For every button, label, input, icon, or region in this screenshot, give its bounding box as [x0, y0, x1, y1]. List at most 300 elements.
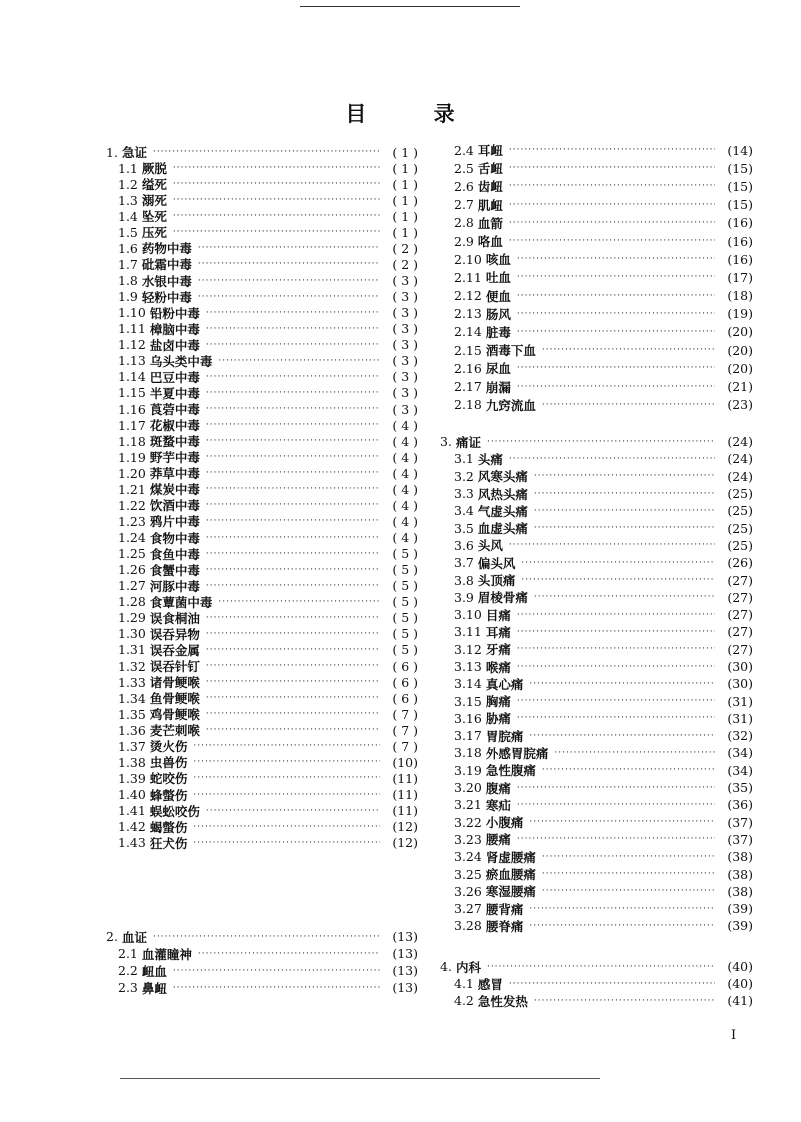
toc-entry[interactable]	[106, 658, 418, 674]
entry-page: (24)	[727, 451, 753, 467]
dot-leader	[509, 145, 715, 155]
toc-entry[interactable]	[440, 537, 753, 554]
entry-page: (41)	[727, 993, 753, 1008]
entry-title: 蛇咬伤	[149, 771, 188, 787]
entry-page: (15)	[727, 178, 753, 194]
entry-page: (25)	[727, 486, 753, 502]
dot-leader	[206, 565, 380, 575]
entry-title: 食蕈菌中毒	[149, 594, 213, 610]
toc-entry[interactable]	[106, 530, 418, 546]
entry-number: 3.20	[454, 780, 482, 796]
entry-title: 头痛	[477, 451, 503, 467]
dot-leader	[206, 324, 380, 334]
toc-entry[interactable]	[106, 208, 418, 224]
entry-page: (39)	[727, 918, 753, 934]
toc-entry[interactable]	[440, 450, 753, 467]
entry-title: 瘀血腰痛	[485, 867, 536, 883]
entry-page: ( 3 )	[392, 401, 418, 417]
entry-page: (19)	[727, 306, 753, 322]
entry-number: 3.6	[454, 537, 474, 553]
toc-entry[interactable]	[440, 305, 753, 323]
dot-leader	[206, 581, 380, 591]
toc-entry[interactable]	[106, 754, 418, 770]
entry-page: (40)	[727, 959, 753, 974]
toc-entry[interactable]	[106, 192, 418, 208]
toc-entry[interactable]	[106, 385, 418, 401]
entry-page: ( 6 )	[392, 658, 418, 674]
dot-leader	[198, 949, 380, 959]
toc-entry[interactable]	[440, 159, 753, 177]
toc-entry[interactable]	[106, 578, 418, 594]
entry-title: 胃脘痛	[485, 728, 524, 744]
toc-block	[440, 433, 753, 935]
dot-leader	[173, 195, 380, 205]
toc-entry[interactable]	[106, 642, 418, 658]
entry-title: 酒毒下血	[485, 343, 536, 359]
dot-leader	[542, 765, 715, 775]
toc-entry[interactable]	[106, 337, 418, 353]
dot-leader	[521, 558, 715, 568]
toc-entry[interactable]	[106, 594, 418, 610]
entry-page: ( 6 )	[392, 690, 418, 706]
toc-entry[interactable]	[440, 502, 753, 519]
entry-number: 1.24	[118, 530, 146, 546]
entry-title: 坠死	[141, 209, 167, 225]
entry-page: (12)	[392, 819, 418, 835]
entry-title: 狂犬伤	[149, 835, 188, 851]
entry-page: (16)	[727, 251, 753, 267]
toc-entry[interactable]	[440, 250, 753, 268]
dot-leader	[517, 610, 715, 620]
dot-leader	[509, 163, 715, 173]
entry-number: 2.4	[454, 142, 474, 158]
toc-entry[interactable]	[106, 481, 418, 497]
toc-entry[interactable]	[106, 433, 418, 449]
dot-leader	[509, 218, 715, 228]
toc-entry[interactable]	[106, 962, 418, 979]
entry-page: ( 5 )	[392, 594, 418, 610]
toc-entry[interactable]	[440, 196, 753, 214]
entry-title: 蜂螫伤	[149, 787, 188, 803]
entry-page: ( 3 )	[392, 337, 418, 353]
dot-leader	[206, 709, 380, 719]
entry-title: 饮酒中毒	[149, 498, 200, 514]
dot-leader	[517, 309, 715, 319]
entry-number: 1.25	[118, 546, 146, 562]
entry-title: 误吞异物	[149, 626, 200, 642]
dot-leader	[534, 506, 715, 516]
toc-entry[interactable]	[106, 401, 418, 417]
toc-entry[interactable]	[106, 626, 418, 642]
entry-page: (21)	[727, 379, 753, 395]
toc-entry[interactable]	[440, 917, 753, 934]
entry-page: (39)	[727, 901, 753, 917]
entry-number: 1.37	[118, 738, 146, 754]
entry-number: 2.1	[118, 946, 138, 961]
entry-page: ( 1 )	[392, 192, 418, 208]
toc-entry[interactable]	[440, 232, 753, 250]
toc-entry[interactable]	[440, 323, 753, 341]
dot-leader	[206, 468, 380, 478]
entry-number: 1.28	[118, 594, 146, 610]
entry-page: (30)	[727, 659, 753, 674]
entry-number: 4.	[440, 959, 452, 974]
entry-page: (15)	[727, 160, 753, 176]
entry-number: 3.5	[454, 520, 474, 536]
entry-title: 衄血	[141, 963, 167, 979]
dot-leader	[173, 227, 380, 237]
entry-number: 1.11	[118, 321, 146, 337]
dot-leader	[198, 259, 380, 269]
entry-title: 食物中毒	[149, 530, 200, 546]
toc-entry[interactable]	[106, 353, 418, 369]
entry-page: (13)	[392, 980, 418, 995]
entry-page: (37)	[727, 831, 753, 847]
entry-title: 风寒头痛	[477, 469, 528, 485]
entry-title: 溺死	[141, 193, 167, 209]
dot-leader	[206, 677, 380, 687]
entry-number: 1.16	[118, 401, 146, 417]
toc-entry[interactable]	[440, 831, 753, 848]
toc-entry[interactable]	[440, 606, 753, 623]
toc-entry[interactable]	[106, 819, 418, 835]
entry-title: 眉棱骨痛	[477, 590, 528, 606]
entry-title: 小腹痛	[485, 815, 524, 831]
dot-leader	[534, 489, 715, 499]
entry-page: (14)	[727, 142, 753, 158]
toc-entry[interactable]	[440, 641, 753, 658]
entry-number: 2.7	[454, 197, 474, 213]
dot-leader	[534, 471, 715, 481]
entry-page: (17)	[727, 269, 753, 285]
entry-number: 3.16	[454, 710, 482, 726]
entry-number: 3.1	[454, 451, 474, 467]
entry-title: 莽草中毒	[149, 466, 200, 482]
dot-leader	[206, 436, 380, 446]
entry-number: 2.12	[454, 288, 482, 304]
entry-page: (10)	[392, 754, 418, 770]
toc-entry[interactable]	[106, 513, 418, 529]
entry-title: 感冒	[477, 976, 503, 992]
toc-entry[interactable]	[440, 658, 753, 675]
entry-number: 3.9	[454, 589, 474, 605]
entry-number: 1.17	[118, 417, 146, 433]
toc-entry[interactable]	[440, 287, 753, 305]
entry-number: 1.4	[118, 208, 138, 224]
entry-title: 误食桐油	[149, 610, 200, 626]
entry-page: (26)	[727, 555, 753, 571]
entry-number: 3.3	[454, 486, 474, 502]
toc-entry[interactable]	[106, 176, 418, 192]
entry-page: ( 3 )	[392, 369, 418, 385]
entry-title: 耳衄	[477, 143, 503, 159]
toc-entry[interactable]	[106, 273, 418, 289]
entry-title: 烫火伤	[149, 739, 188, 755]
toc-entry[interactable]	[440, 727, 753, 744]
entry-page: ( 4 )	[392, 513, 418, 529]
toc-entry[interactable]	[106, 449, 418, 465]
toc-entry[interactable]	[440, 900, 753, 917]
toc-entry[interactable]	[106, 738, 418, 754]
dot-leader	[517, 834, 715, 844]
dot-leader	[517, 783, 715, 793]
entry-title: 误吞金属	[149, 642, 200, 658]
dot-leader	[517, 272, 715, 282]
toc-entry[interactable]	[440, 883, 753, 900]
toc-entry[interactable]	[106, 465, 418, 481]
entry-page: (32)	[727, 728, 753, 744]
toc-entry[interactable]	[106, 945, 418, 962]
entry-number: 2.5	[454, 160, 474, 176]
entry-number: 1.2	[118, 176, 138, 192]
entry-number: 1.6	[118, 240, 138, 256]
entry-number: 1.39	[118, 770, 146, 786]
toc-entry[interactable]	[106, 321, 418, 337]
dot-leader	[206, 725, 380, 735]
entry-number: 1.1	[118, 160, 138, 176]
dot-leader	[206, 661, 380, 671]
dot-leader	[206, 404, 380, 414]
dot-leader	[206, 452, 380, 462]
entry-title: 血灌瞳神	[141, 946, 192, 962]
toc-entry[interactable]	[106, 722, 418, 738]
entry-number: 3.27	[454, 901, 482, 917]
entry-title: 缢死	[141, 177, 167, 193]
entry-number: 1.10	[118, 305, 146, 321]
entry-page: ( 5 )	[392, 562, 418, 578]
toc-entry[interactable]	[106, 610, 418, 626]
toc-entry[interactable]	[440, 975, 753, 992]
toc-entry[interactable]	[106, 417, 418, 433]
entry-title: 虫兽伤	[149, 755, 188, 771]
entry-title: 腰痛	[485, 832, 511, 848]
entry-title: 肠风	[485, 306, 511, 322]
entry-page: (27)	[727, 607, 753, 623]
dot-leader	[198, 243, 380, 253]
toc-entry[interactable]	[440, 589, 753, 606]
entry-page: ( 1 )	[392, 224, 418, 240]
toc-entry[interactable]	[106, 690, 418, 706]
entry-page: ( 5 )	[392, 626, 418, 642]
entry-title: 外感胃脘痛	[485, 746, 549, 761]
toc-entry[interactable]	[440, 571, 753, 588]
entry-page: (40)	[727, 976, 753, 991]
entry-title: 误吞针钉	[149, 659, 200, 675]
dot-leader	[517, 627, 715, 637]
entry-page: (16)	[727, 215, 753, 231]
entry-title: 巴豆中毒	[149, 369, 200, 385]
toc-entry[interactable]	[440, 692, 753, 709]
entry-title: 真心痛	[485, 676, 524, 692]
entry-number: 2.14	[454, 324, 482, 340]
toc-entry[interactable]	[106, 224, 418, 240]
entry-title: 药物中毒	[141, 241, 192, 257]
entry-number: 1.33	[118, 674, 146, 690]
toc-block	[106, 928, 418, 996]
toc-section-heading[interactable]	[440, 958, 753, 975]
entry-number: 1.42	[118, 819, 146, 835]
entry-page: (37)	[727, 814, 753, 830]
toc-entry[interactable]	[106, 979, 418, 996]
entry-number: 4.1	[454, 976, 474, 991]
toc-entry[interactable]	[440, 865, 753, 882]
entry-page: ( 1 )	[392, 208, 418, 224]
toc-entry[interactable]	[106, 256, 418, 272]
dot-leader	[534, 523, 715, 533]
toc-entry[interactable]	[106, 803, 418, 819]
dot-leader	[509, 454, 715, 464]
toc-entry[interactable]	[106, 546, 418, 562]
toc-entry[interactable]	[440, 744, 753, 761]
toc-entry[interactable]	[106, 160, 418, 176]
entry-title: 寒湿腰痛	[485, 884, 536, 900]
toc-entry[interactable]	[440, 214, 753, 232]
dot-leader	[193, 790, 380, 800]
entry-number: 1.38	[118, 754, 146, 770]
dot-leader	[206, 484, 380, 494]
entry-number: 1.43	[118, 835, 146, 851]
entry-page: (24)	[727, 468, 753, 484]
entry-page: (23)	[727, 397, 753, 413]
entry-title: 鱼骨鲠喉	[149, 691, 200, 707]
toc-entry[interactable]	[106, 706, 418, 722]
entry-title: 半夏中毒	[149, 385, 200, 401]
entry-title: 肌衄	[477, 197, 503, 213]
entry-title: 压死	[141, 225, 167, 241]
entry-title: 蝎螫伤	[149, 819, 188, 835]
toc-entry[interactable]	[440, 341, 753, 359]
toc-entry[interactable]	[440, 359, 753, 377]
entry-page: (31)	[727, 710, 753, 726]
entry-page: (38)	[727, 866, 753, 882]
entry-page: (25)	[727, 520, 753, 536]
entry-title: 轻粉中毒	[141, 289, 192, 305]
dot-leader	[153, 932, 380, 942]
toc-entry[interactable]	[106, 770, 418, 786]
toc-entry[interactable]	[106, 562, 418, 578]
entry-page: (13)	[392, 929, 418, 944]
dot-leader	[206, 420, 380, 430]
entry-number: 2.16	[454, 360, 482, 376]
toc-entry[interactable]	[440, 554, 753, 571]
toc-entry[interactable]	[440, 762, 753, 779]
dot-leader	[173, 211, 380, 221]
entry-page: ( 1 )	[392, 176, 418, 192]
entry-number: 3.26	[454, 883, 482, 899]
toc-entry[interactable]	[440, 623, 753, 640]
toc-entry[interactable]	[440, 992, 753, 1009]
entry-number: 1.7	[118, 256, 138, 272]
toc-entry[interactable]	[440, 377, 753, 395]
entry-number: 3.17	[454, 728, 482, 744]
toc-section-heading[interactable]	[440, 433, 753, 450]
dot-leader	[529, 904, 715, 914]
toc-entry[interactable]	[440, 779, 753, 796]
dot-leader	[517, 291, 715, 301]
toc-entry[interactable]	[106, 240, 418, 256]
entry-title: 水银中毒	[141, 273, 192, 289]
entry-number: 3.13	[454, 659, 482, 674]
entry-page: ( 2 )	[392, 256, 418, 272]
toc-entry[interactable]	[440, 519, 753, 536]
dot-leader	[206, 372, 380, 382]
dot-leader	[542, 345, 715, 355]
toc-entry[interactable]	[106, 289, 418, 305]
toc-entry[interactable]	[440, 485, 753, 502]
entry-title: 尿血	[485, 361, 511, 377]
entry-page: ( 4 )	[392, 530, 418, 546]
toc-entry[interactable]	[106, 787, 418, 803]
dot-leader	[153, 147, 380, 157]
dot-leader	[517, 327, 715, 337]
entry-number: 3.	[440, 434, 452, 450]
toc-section-heading[interactable]	[106, 144, 418, 160]
dot-leader	[206, 613, 380, 623]
dot-leader	[487, 962, 715, 972]
toc-entry[interactable]	[440, 814, 753, 831]
toc-entry[interactable]	[440, 268, 753, 286]
entry-number: 3.22	[454, 814, 482, 830]
dot-leader	[206, 693, 380, 703]
toc-entry[interactable]	[440, 848, 753, 865]
toc-entry[interactable]	[440, 468, 753, 485]
entry-number: 3.25	[454, 866, 482, 882]
dot-leader	[521, 575, 715, 585]
dot-leader	[206, 340, 380, 350]
entry-number: 3.24	[454, 849, 482, 865]
toc-section-heading[interactable]	[106, 928, 418, 945]
entry-number: 1.23	[118, 513, 146, 529]
entry-page: ( 5 )	[392, 578, 418, 594]
entry-title: 鸡骨鲠喉	[149, 707, 200, 723]
toc-entry[interactable]	[440, 396, 753, 414]
toc-entry[interactable]	[440, 675, 753, 692]
toc-entry[interactable]	[106, 497, 418, 513]
entry-title: 铅粉中毒	[149, 305, 200, 321]
entry-number: 2.17	[454, 379, 482, 395]
entry-title: 急证	[121, 145, 147, 161]
toc-entry[interactable]	[106, 835, 418, 851]
entry-title: 煤炭中毒	[149, 482, 200, 498]
dot-leader	[509, 236, 715, 246]
dot-leader	[193, 773, 380, 783]
dot-leader	[517, 382, 715, 392]
toc-entry[interactable]	[440, 796, 753, 813]
toc-entry[interactable]	[106, 369, 418, 385]
dot-leader	[529, 921, 715, 931]
entry-page: ( 3 )	[392, 289, 418, 305]
entry-number: 1.20	[118, 465, 146, 481]
dot-leader	[542, 869, 715, 879]
dot-leader	[206, 806, 380, 816]
toc-entry[interactable]	[106, 305, 418, 321]
entry-title: 气虚头痛	[477, 503, 528, 519]
entry-number: 2.8	[454, 215, 474, 231]
toc-entry[interactable]	[440, 710, 753, 727]
entry-title: 莨菪中毒	[149, 402, 200, 418]
entry-page: ( 7 )	[392, 722, 418, 738]
toc-entry[interactable]	[440, 141, 753, 159]
entry-page: (36)	[727, 797, 753, 813]
entry-page: ( 7 )	[392, 738, 418, 754]
dot-leader	[173, 983, 380, 993]
entry-title: 咳血	[485, 252, 511, 268]
entry-number: 1.	[106, 144, 118, 160]
entry-number: 3.8	[454, 572, 474, 588]
entry-page: (34)	[727, 762, 753, 778]
toc-entry[interactable]	[440, 177, 753, 195]
toc-entry[interactable]	[106, 674, 418, 690]
